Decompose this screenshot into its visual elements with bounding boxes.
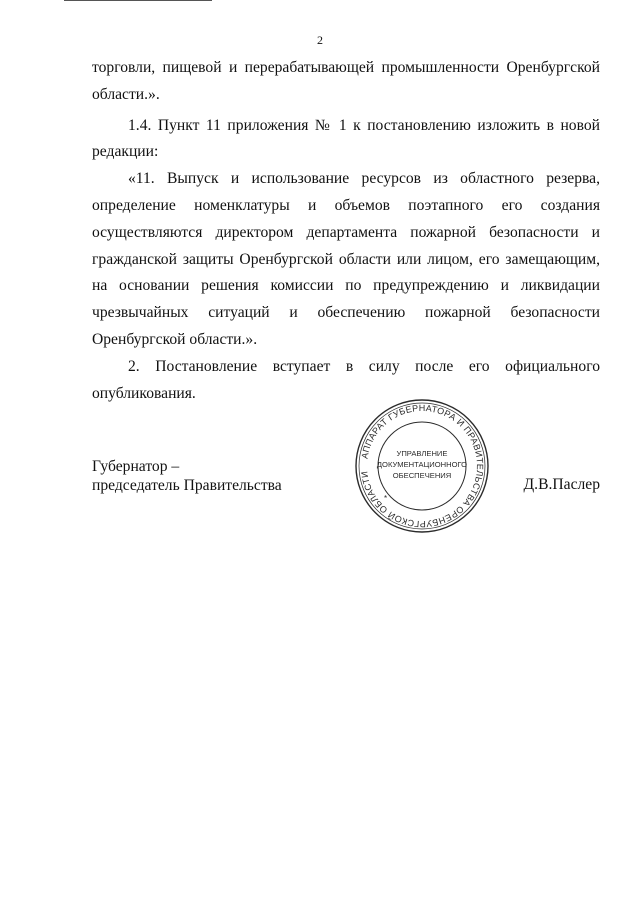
stamp-ring-text: АППАРАТ ГУБЕРНАТОРА И ПРАВИТЕЛЬСТВА ОРЕНБУРГСКОЙ ОБЛАСТИ — [359, 402, 486, 530]
document-body — [92, 55, 600, 407]
page-number: 2 — [317, 33, 323, 47]
signatory-position — [92, 457, 282, 495]
position-line: председатель Правительства — [92, 477, 282, 494]
official-stamp — [353, 397, 491, 535]
top-rule — [64, 0, 212, 1]
paragraph: «11. Выпуск и использование ресурсов из областного резерва, определение номенклатуры и объемов поэтапного его создания осуществляются директором департамента пожарной безопасности и гражданской защиты Оренбургской области или лицом, его замещающим, на основании решения комиссии по предупреждению и ликвидации чрезвычайных ситуаций и обеспечению пожарной безопасности Оренбургской области.». — [92, 170, 600, 348]
stamp-star-icon: * — [384, 494, 388, 503]
paragraph: 2. Постановление вступает в силу после его официального опубликования. — [92, 357, 600, 402]
stamp-center-line: ДОКУМЕНТАЦИОННОГО — [376, 460, 468, 469]
paragraph: торговли, пищевой и перерабатывающей промышленности Оренбургской области.». — [92, 59, 600, 103]
stamp-center-line: УПРАВЛЕНИЕ — [396, 449, 448, 458]
signatory-name: Д.В.Паслер — [523, 476, 600, 493]
stamp-center-line: ОБЕСПЕЧЕНИЯ — [392, 471, 452, 480]
paragraph: 1.4. Пункт 11 приложения № 1 к постановлению изложить в новой редакции: — [92, 116, 600, 161]
position-line: Губернатор – — [92, 458, 180, 475]
